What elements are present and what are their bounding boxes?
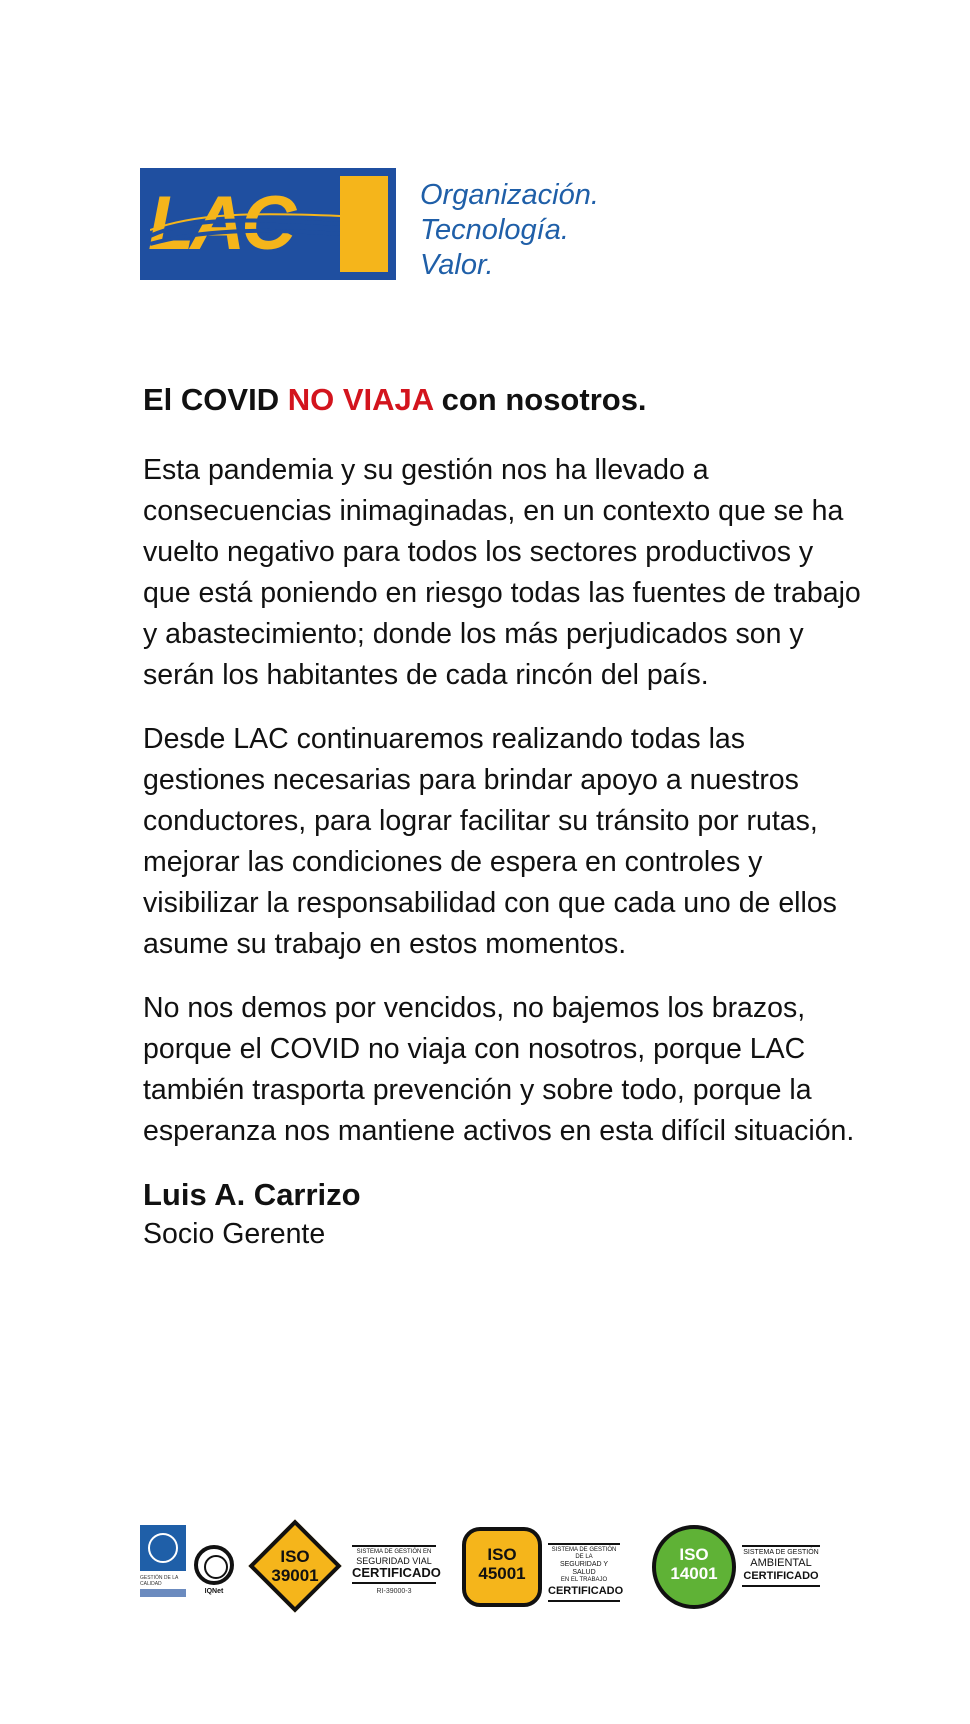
logo-text: LAC [148, 181, 293, 266]
iso-14001-label-iso: ISO [679, 1545, 709, 1564]
iso-39001-line1: SISTEMA DE GESTIÓN EN [356, 1549, 432, 1555]
iram-logo [140, 1525, 186, 1607]
iso-39001-label-number: 39001 [271, 1566, 319, 1585]
iso-39001-line2: SEGURIDAD VIAL [356, 1556, 432, 1566]
iso-14001-line2: AMBIENTAL [750, 1557, 812, 1569]
iso-14001-line3: CERTIFICADO [743, 1570, 819, 1582]
iso-45001-line2b: EN EL TRABAJO [560, 1577, 608, 1583]
iso-39001-label [250, 1547, 340, 1585]
paragraph-2: Desde LAC continuaremos realizando todas las gestiones necesarias para brindar apoyo a nuestros conductores, para lograr facilitar su tránsito por rutas, mejorar las condiciones de espera en controles y visibilizar la responsabilidad con que cada uno de ellos asume su trabajo en estos momentos. [143, 723, 837, 960]
iso-39001-text [352, 1545, 441, 1597]
iso-39001-line3: CERTIFICADO [352, 1565, 441, 1580]
iso-45001-line3: CERTIFICADO [548, 1585, 624, 1597]
tagline-line: Tecnología. [420, 214, 569, 246]
logo-swoosh-icon [150, 208, 340, 258]
paragraph-3: No nos demos por vencidos, no bajemos los brazos, porque el COVID no viaja con nosotros, porque LAC también trasporta prevención y sobre todo, porque la esperanza nos mantiene activos en esta difícil situación. [143, 992, 855, 1147]
iso-45001-text [548, 1543, 624, 1604]
signature-name: Luis A. Carrizo [143, 1177, 361, 1212]
iso-45001-label [457, 1545, 547, 1583]
letter-body [143, 380, 863, 1253]
paragraph-1: Esta pandemia y su gestión nos ha llevado a consecuencias inimaginadas, en un contexto que se ha vuelto negativo para todos los sectores productivos y que está poniendo en riesgo todas las fuentes de trabajo y abastecimiento; donde los más perjudicados son y serán los habitantes de cada rincón del país. [143, 454, 861, 691]
headline-highlight: NO VIAJA [287, 382, 433, 417]
iqnet-label: IQNet [204, 1588, 224, 1595]
iqnet-icon [194, 1545, 234, 1585]
lac-logo [140, 168, 400, 280]
iram-icon [140, 1525, 186, 1571]
iram-bar [140, 1589, 186, 1597]
signature-role: Socio Gerente [143, 1218, 326, 1250]
iram-text: GESTIÓN DE LA CALIDAD [140, 1575, 179, 1587]
tagline-line: Valor. [420, 249, 494, 281]
iso-39001-ref: RI-39000-3 [376, 1588, 412, 1595]
headline-part-1: El COVID [143, 382, 288, 417]
iso-14001-label-number: 14001 [670, 1564, 718, 1583]
iso-14001-line1: SISTEMA DE GESTIÓN [743, 1549, 819, 1556]
iso-45001-line1: SISTEMA DE GESTIÓN DE LA [551, 1547, 617, 1560]
headline-part-2: con nosotros. [432, 382, 647, 417]
iso-14001-label [649, 1545, 739, 1583]
certification-logos [140, 1515, 840, 1625]
tagline-line: Organización. [420, 179, 599, 211]
headline [143, 380, 863, 420]
logo-yellow-bar [340, 176, 388, 272]
iso-45001-line2: SEGURIDAD Y SALUD [559, 1561, 609, 1576]
iso-14001-text [742, 1545, 820, 1589]
iso-39001-label-iso: ISO [280, 1547, 310, 1566]
iso-45001-label-iso: ISO [487, 1545, 517, 1564]
iso-45001-label-number: 45001 [478, 1564, 526, 1583]
logo-tagline [420, 178, 599, 283]
